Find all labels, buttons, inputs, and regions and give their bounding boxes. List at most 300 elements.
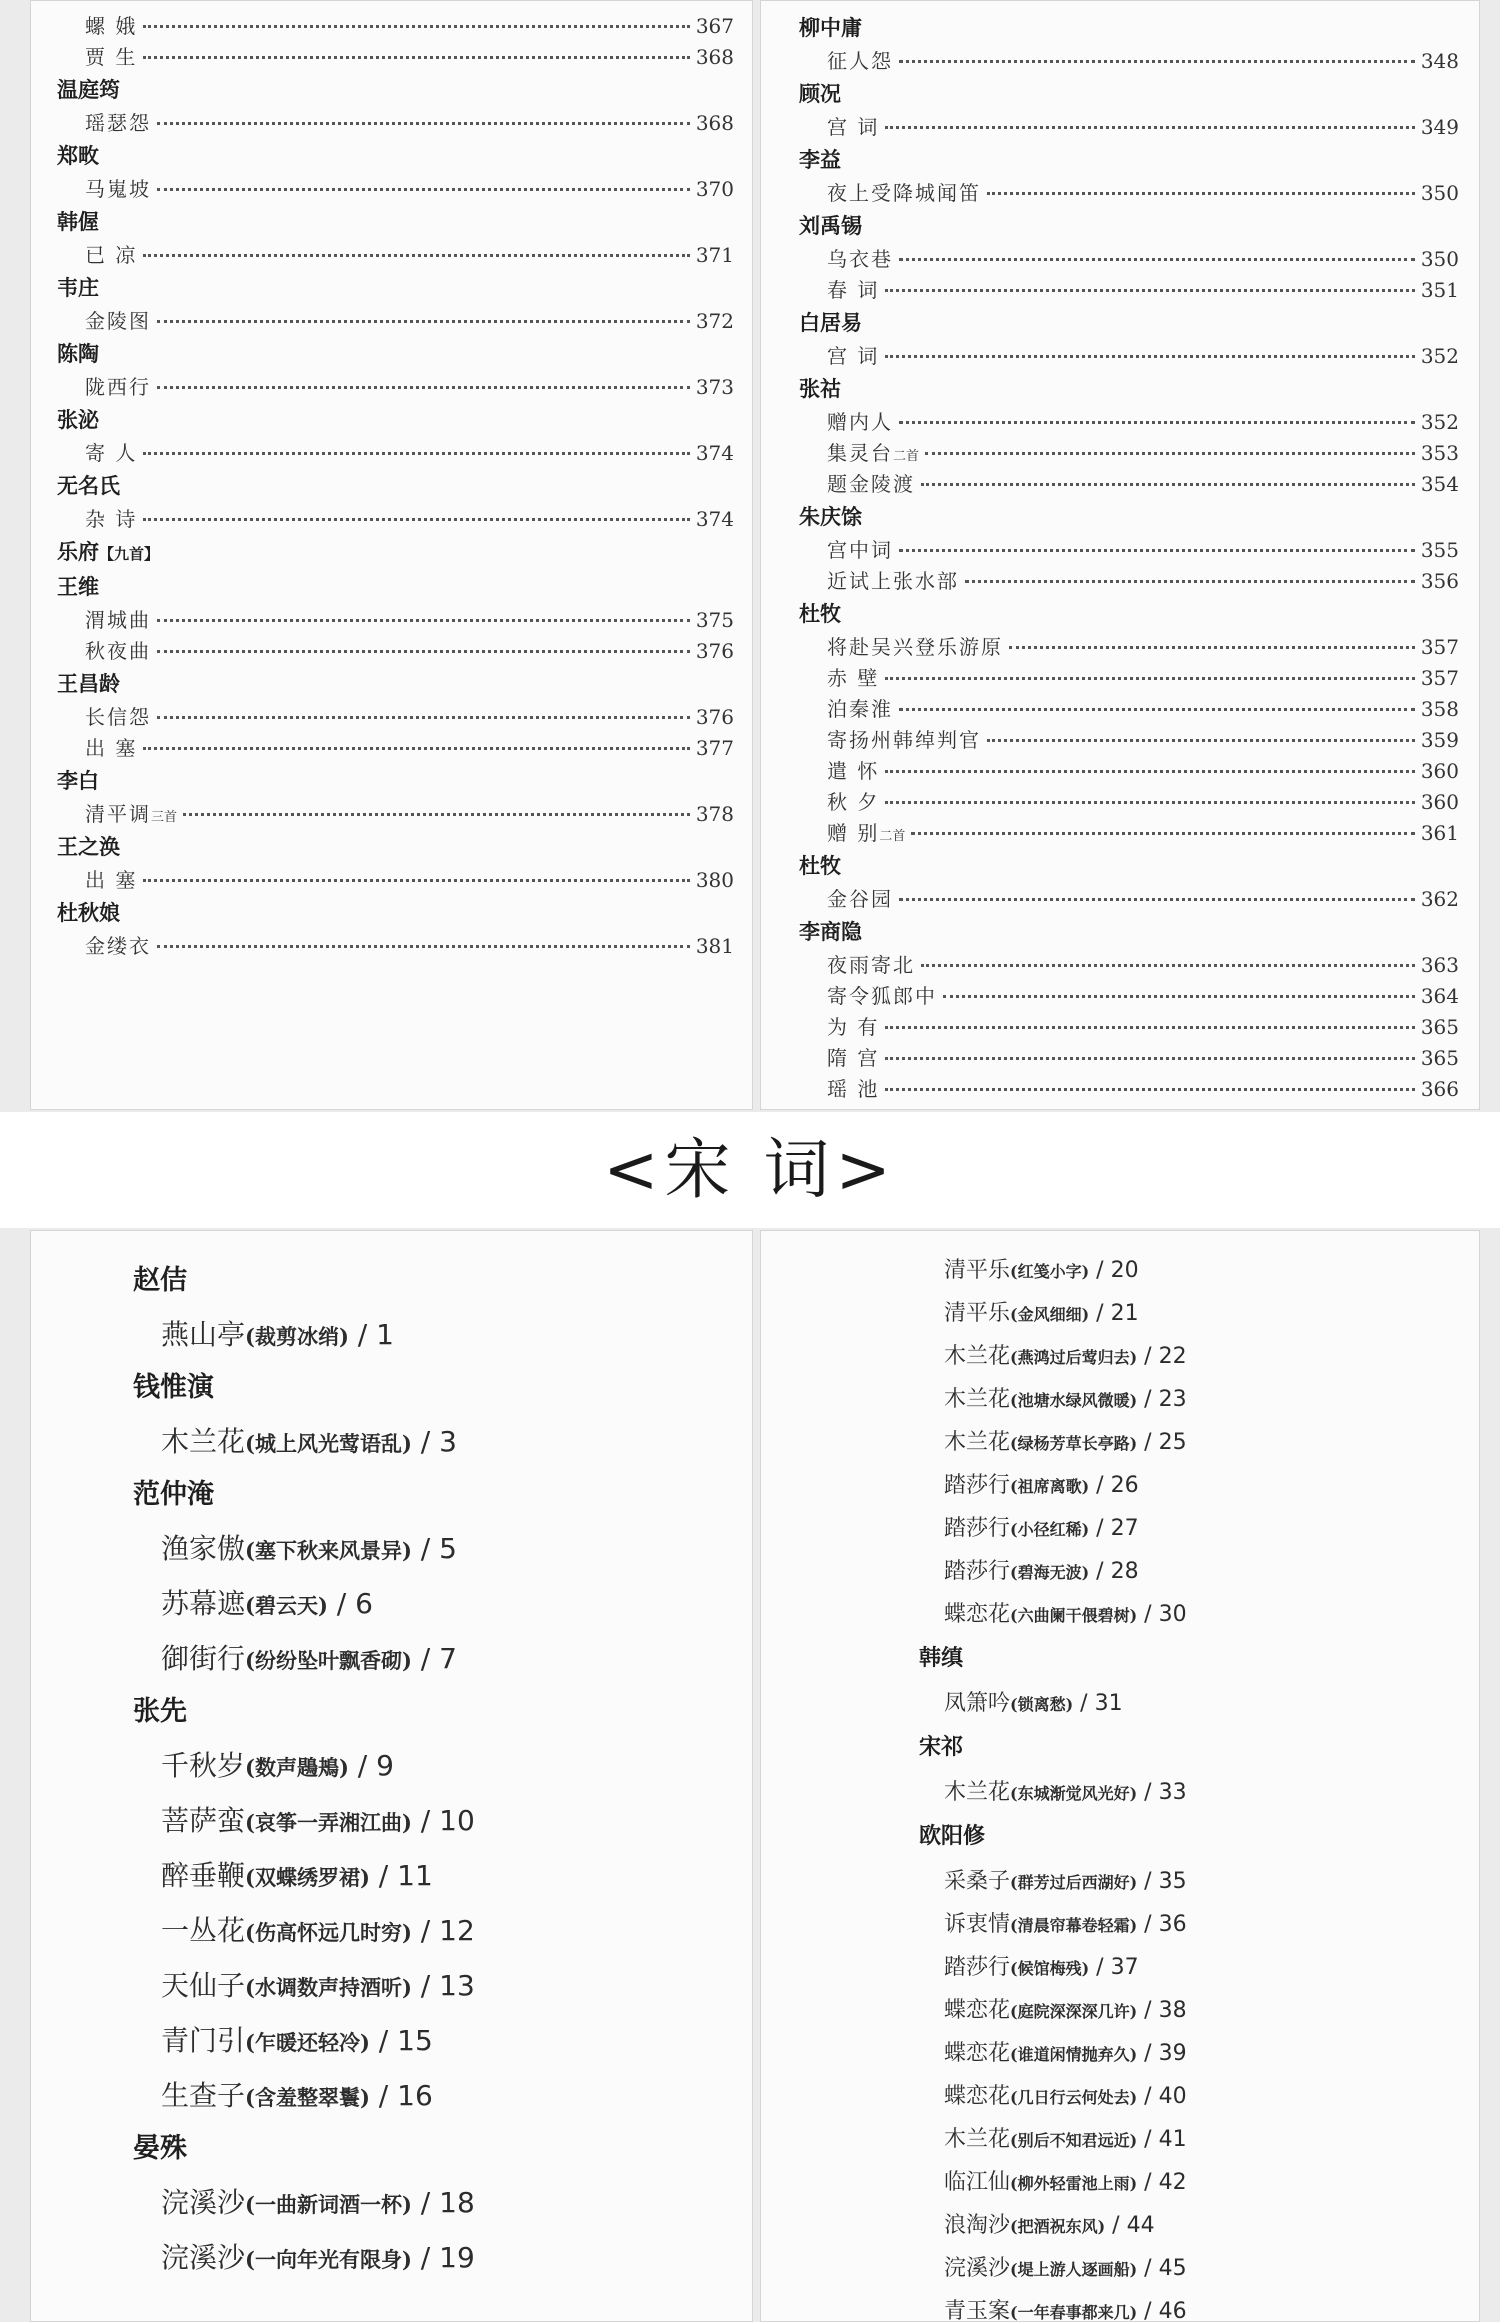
paren-close: ) — [1129, 2303, 1138, 2322]
paren-open: ( — [245, 1538, 255, 1563]
first-line: 水调数声持酒听 — [254, 1975, 402, 2000]
paren-close: ) — [1081, 1520, 1090, 1539]
author-heading — [57, 830, 734, 865]
page-number: 25 — [1158, 1430, 1187, 1455]
toc-entry — [57, 931, 734, 962]
dot-leader — [899, 549, 1415, 552]
page-number: 11 — [397, 1859, 433, 1892]
toc-entry — [799, 981, 1459, 1012]
first-line: 别后不知君远近 — [1017, 2131, 1130, 2150]
first-line: 群芳过后西湖好 — [1017, 1873, 1130, 1892]
paren-close: ) — [359, 2085, 370, 2110]
toc-entry — [57, 240, 734, 271]
poem-title: 近试上张水部 — [827, 569, 959, 593]
dot-leader — [143, 452, 689, 455]
paren-close: ) — [401, 2247, 412, 2272]
poem-title: 出 塞 — [85, 736, 138, 760]
toc-list — [761, 1231, 1479, 2322]
author-name: 杜秋娘 — [57, 901, 120, 925]
paren-open: ( — [1010, 1873, 1018, 1892]
page-number: 41 — [1158, 2127, 1187, 2152]
author-name: 陈陶 — [57, 342, 99, 366]
page-number: 365 — [1420, 1046, 1459, 1070]
author-heading: 宋祁 — [919, 1735, 964, 1760]
page-number: 33 — [1158, 1780, 1187, 1805]
paren-open: ( — [1010, 1391, 1018, 1410]
toc-entry — [799, 46, 1459, 77]
page-number: 373 — [695, 375, 734, 399]
paren-close: ) — [1081, 1262, 1090, 1281]
ci-tune-title: 醉垂鞭 — [161, 1859, 246, 1892]
separator: / — [1137, 1430, 1159, 1455]
paren-open: ( — [1010, 2303, 1018, 2322]
paren-open: ( — [1010, 1695, 1018, 1714]
page-number: 354 — [1420, 472, 1459, 496]
author-heading — [57, 896, 734, 931]
page-number: 46 — [1158, 2299, 1187, 2322]
separator: / — [411, 1642, 440, 1675]
dot-leader — [143, 25, 689, 28]
toc-entry — [57, 799, 734, 830]
author-name: 杜牧 — [799, 602, 841, 626]
dot-leader — [965, 580, 1415, 583]
separator: / — [1089, 1516, 1111, 1541]
tang-toc-right-page — [760, 0, 1480, 1110]
separator: / — [411, 1532, 440, 1565]
paren-open: ( — [1010, 1959, 1018, 1978]
first-line: 数声鶗鴂 — [254, 1755, 339, 1780]
separator: / — [1137, 1780, 1159, 1805]
page-number: 360 — [1420, 790, 1459, 814]
poem-title: 题金陵渡 — [827, 472, 915, 496]
ci-tune-title: 苏幕遮 — [161, 1587, 246, 1620]
paren-open: ( — [1010, 1784, 1018, 1803]
first-line: 裁剪冰绡 — [254, 1324, 339, 1349]
page-number: 15 — [397, 2024, 433, 2057]
paren-close: ) — [338, 1324, 349, 1349]
author-heading — [57, 535, 734, 570]
toc-entry — [799, 884, 1459, 915]
ci-tune-title: 生查子 — [161, 2079, 246, 2112]
author-name: 王之涣 — [57, 835, 120, 859]
first-line: 一年春事都来几 — [1017, 2303, 1130, 2322]
separator: / — [1137, 2084, 1159, 2109]
poem-title: 螺 娥 — [85, 14, 138, 38]
page-number: 9 — [376, 1749, 394, 1782]
author-heading — [57, 337, 734, 372]
paren-close: ) — [401, 1920, 412, 1945]
page-number: 349 — [1420, 115, 1459, 139]
poem-title: 已 凉 — [85, 243, 138, 267]
author-heading: 张先 — [133, 1696, 187, 1727]
toc-entry — [799, 1012, 1459, 1043]
toc-entry — [799, 275, 1459, 306]
paren-close: ) — [401, 2192, 412, 2217]
page-number: 351 — [1420, 278, 1459, 302]
poem-title: 赠 别 — [827, 821, 880, 845]
toc-entry — [799, 112, 1459, 143]
page-number: 367 — [695, 14, 734, 38]
paren-close: ) — [401, 1810, 412, 1835]
separator: / — [1073, 1691, 1095, 1716]
page-number: 366 — [1420, 1077, 1459, 1101]
separator: / — [411, 1804, 440, 1837]
author-name: 韩偓 — [57, 210, 99, 234]
page-number: 363 — [1420, 953, 1459, 977]
paren-close: ) — [317, 1593, 328, 1618]
song-toc-right-page — [760, 1230, 1480, 2322]
poem-title: 寄 人 — [85, 441, 138, 465]
paren-close: ) — [1129, 1873, 1138, 1892]
first-line: 金风细细 — [1017, 1305, 1082, 1324]
first-line: 碧海无波 — [1017, 1563, 1082, 1582]
dot-leader — [885, 126, 1414, 129]
author-name: 刘禹锡 — [799, 214, 862, 238]
toc-entry — [799, 1074, 1459, 1105]
dot-leader — [143, 56, 689, 59]
page-number: 374 — [695, 441, 734, 465]
author-name: 乐府 — [57, 540, 99, 564]
author-heading — [799, 11, 1459, 46]
toc-entry — [799, 950, 1459, 981]
paren-close: ) — [338, 1755, 349, 1780]
author-heading: 欧阳修 — [919, 1824, 986, 1849]
toc-entry — [799, 725, 1459, 756]
author-heading — [799, 849, 1459, 884]
ci-tune-title: 天仙子 — [161, 1969, 246, 2002]
paren-open: ( — [245, 2247, 255, 2272]
poem-title: 秋 夕 — [827, 790, 880, 814]
paren-close: ) — [1129, 2002, 1138, 2021]
poem-title: 宫 词 — [827, 115, 880, 139]
page-number: 36 — [1158, 1912, 1187, 1937]
separator: / — [411, 1914, 440, 1947]
paren-close: ) — [359, 2030, 370, 2055]
first-line: 谁道闲情抛弃久 — [1017, 2045, 1130, 2064]
page-number: 362 — [1420, 887, 1459, 911]
page-number: 372 — [695, 309, 734, 333]
dot-leader — [143, 747, 689, 750]
first-line: 六曲阑干偎碧树 — [1017, 1606, 1130, 1625]
paren-open: ( — [1010, 1606, 1018, 1625]
page-number: 353 — [1420, 441, 1459, 465]
paren-open: ( — [1010, 1262, 1018, 1281]
ci-tune-title: 蝶恋花 — [944, 1998, 1011, 2023]
toc-entry — [133, 1576, 752, 1631]
toc-entry — [799, 535, 1459, 566]
toc-entry — [944, 2290, 1479, 2322]
separator: / — [1089, 1301, 1111, 1326]
toc-entry — [944, 1550, 1479, 1593]
author-name: 郑畋 — [57, 144, 99, 168]
paren-open: ( — [245, 1324, 255, 1349]
author-heading — [799, 500, 1459, 535]
ci-tune-title: 浣溪沙 — [161, 2186, 246, 2219]
author-heading: 赵佶 — [133, 1265, 187, 1296]
paren-close: ) — [401, 1431, 412, 1456]
paren-close: ) — [1129, 2131, 1138, 2150]
toc-entry — [944, 1335, 1479, 1378]
page-number: 42 — [1158, 2170, 1187, 2195]
toc-entry — [133, 2175, 752, 2230]
ci-tune-title: 踏莎行 — [944, 1516, 1011, 1541]
first-line: 清晨帘幕卷轻霜 — [1017, 1916, 1130, 1935]
first-line: 柳外轻雷池上雨 — [1017, 2174, 1130, 2193]
author-name: 杜牧 — [799, 854, 841, 878]
ci-tune-title: 浪淘沙 — [944, 2213, 1011, 2238]
page-number: 381 — [695, 934, 734, 958]
toc-entry — [799, 244, 1459, 275]
dot-leader — [899, 60, 1415, 63]
toc-entry — [944, 1421, 1479, 1464]
tang-toc-left-page — [30, 0, 753, 1110]
ci-tune-title: 木兰花 — [944, 1430, 1011, 1455]
poem-title: 春 词 — [827, 278, 880, 302]
ci-tune-title: 踏莎行 — [944, 1559, 1011, 1584]
page-number: 45 — [1158, 2256, 1187, 2281]
dot-leader — [143, 518, 689, 521]
ci-tune-title: 清平乐 — [944, 1258, 1011, 1283]
first-line: 庭院深深深几许 — [1017, 2002, 1130, 2021]
dot-leader — [911, 832, 1414, 835]
toc-entry — [57, 174, 734, 205]
toc-entry — [944, 2247, 1479, 2290]
dot-leader — [899, 421, 1415, 424]
poem-title: 夜上受降城闻笛 — [827, 181, 981, 205]
separator: / — [411, 1969, 440, 2002]
poem-title: 赠内人 — [827, 410, 893, 434]
author-heading — [57, 667, 734, 702]
page-number: 3 — [439, 1425, 457, 1458]
toc-entry — [133, 1848, 752, 1903]
poem-title: 宫 词 — [827, 344, 880, 368]
toc-entry — [944, 1860, 1479, 1903]
toc-entry — [944, 1946, 1479, 1989]
dot-leader — [157, 188, 690, 191]
page-number: 26 — [1110, 1473, 1139, 1498]
dot-leader — [157, 386, 690, 389]
author-heading — [57, 271, 734, 306]
poem-title: 瑶瑟怨 — [85, 111, 151, 135]
page-number: 365 — [1420, 1015, 1459, 1039]
page-number: 380 — [695, 868, 734, 892]
page-number: 16 — [397, 2079, 433, 2112]
ci-tune-title: 凤箫吟 — [944, 1691, 1011, 1716]
separator: / — [1137, 1387, 1159, 1412]
dot-leader — [885, 801, 1414, 804]
poem-title: 秋夜曲 — [85, 639, 151, 663]
ci-tune-title: 蝶恋花 — [944, 1602, 1011, 1627]
first-line: 一曲新词酒一杯 — [254, 2192, 402, 2217]
toc-entry — [133, 1521, 752, 1576]
toc-entry — [57, 11, 734, 42]
toc-entry — [944, 1507, 1479, 1550]
first-line: 含羞整翠鬟 — [254, 2085, 360, 2110]
page-number: 28 — [1110, 1559, 1139, 1584]
paren-close: ) — [1129, 1784, 1138, 1803]
paren-open: ( — [245, 1648, 255, 1673]
dot-leader — [899, 898, 1415, 901]
paren-close: ) — [1129, 2045, 1138, 2064]
separator: / — [411, 2241, 440, 2274]
first-line: 乍暖还轻冷 — [254, 2030, 360, 2055]
poem-count-note: 二首 — [879, 829, 906, 844]
first-line: 几日行云何处去 — [1017, 2088, 1130, 2107]
toc-entry — [133, 2068, 752, 2123]
toc-entry — [57, 636, 734, 667]
dot-leader — [157, 320, 690, 323]
paren-close: ) — [401, 1648, 412, 1673]
toc-entry — [944, 1249, 1479, 1292]
dot-leader — [987, 739, 1415, 742]
page-number: 368 — [695, 111, 734, 135]
page-number: 23 — [1158, 1387, 1187, 1412]
paren-open: ( — [245, 1920, 255, 1945]
dot-leader — [925, 452, 1415, 455]
first-line: 把酒祝东风 — [1017, 2217, 1098, 2236]
author-name: 王昌龄 — [57, 672, 120, 696]
separator: / — [1137, 1602, 1159, 1627]
dot-leader — [943, 995, 1415, 998]
ci-tune-title: 一丛花 — [161, 1914, 246, 1947]
ci-tune-title: 千秋岁 — [161, 1749, 246, 1782]
separator: / — [1137, 1912, 1159, 1937]
ci-tune-title: 御街行 — [161, 1642, 246, 1675]
author-heading — [57, 139, 734, 174]
paren-open: ( — [1010, 1348, 1018, 1367]
page-number: 375 — [695, 608, 734, 632]
dot-leader — [143, 254, 689, 257]
page-number: 22 — [1158, 1344, 1187, 1369]
author-heading — [57, 570, 734, 605]
paren-close: ) — [401, 1975, 412, 2000]
toc-entry — [944, 2161, 1479, 2204]
separator: / — [1137, 1344, 1159, 1369]
toc-entry — [799, 566, 1459, 597]
ci-tune-title: 木兰花 — [944, 1387, 1011, 1412]
separator: / — [327, 1587, 356, 1620]
ci-tune-title: 菩萨蛮 — [161, 1804, 246, 1837]
toc-entry — [799, 469, 1459, 500]
page-number: 361 — [1420, 821, 1459, 845]
toc-entry — [57, 438, 734, 469]
author-name: 顾况 — [799, 82, 841, 106]
dot-leader — [885, 1057, 1414, 1060]
toc-entry — [944, 2075, 1479, 2118]
author-name: 韦庄 — [57, 276, 99, 300]
page-number: 27 — [1110, 1516, 1139, 1541]
toc-entry — [944, 1771, 1479, 1814]
paren-close: ) — [1081, 1305, 1090, 1324]
paren-close: ) — [359, 1865, 370, 1890]
toc-entry — [944, 1989, 1479, 2032]
author-heading — [799, 915, 1459, 950]
ci-tune-title: 诉衷情 — [944, 1912, 1011, 1937]
page-number: 5 — [439, 1532, 457, 1565]
separator: / — [1137, 2170, 1159, 2195]
paren-close: ) — [1065, 1695, 1074, 1714]
dot-leader — [899, 258, 1415, 261]
toc-entry — [799, 787, 1459, 818]
poem-title: 宫中词 — [827, 538, 893, 562]
first-line: 纷纷坠叶飘香砌 — [254, 1648, 402, 1673]
page-number: 368 — [695, 45, 734, 69]
paren-open: ( — [1010, 2131, 1018, 2150]
ci-tune-title: 青门引 — [161, 2024, 246, 2057]
dot-leader — [885, 355, 1414, 358]
page-number: 376 — [695, 705, 734, 729]
separator: / — [1137, 2127, 1159, 2152]
ci-tune-title: 踏莎行 — [944, 1955, 1011, 1980]
author-name: 张泌 — [57, 408, 99, 432]
author-name: 柳中庸 — [799, 16, 862, 40]
author-heading: 韩缜 — [919, 1646, 964, 1671]
page-number: 352 — [1420, 344, 1459, 368]
paren-open: ( — [1010, 1563, 1018, 1582]
page-number: 31 — [1094, 1691, 1123, 1716]
paren-close: ) — [1129, 2174, 1138, 2193]
separator: / — [1089, 1473, 1111, 1498]
toc-entry — [133, 1958, 752, 2013]
dot-leader — [921, 964, 1415, 967]
page-number: 360 — [1420, 759, 1459, 783]
dot-leader — [183, 813, 690, 816]
poem-title: 寄令狐郎中 — [827, 984, 937, 1008]
ci-tune-title: 木兰花 — [944, 1780, 1011, 1805]
ci-tune-title: 浣溪沙 — [161, 2241, 246, 2274]
dot-leader — [1009, 646, 1415, 649]
paren-close: ) — [1129, 1916, 1138, 1935]
poem-title: 将赴吴兴登乐游原 — [827, 635, 1003, 659]
poem-title: 乌衣巷 — [827, 247, 893, 271]
page-number: 20 — [1110, 1258, 1139, 1283]
separator: / — [348, 1318, 377, 1351]
page-number: 376 — [695, 639, 734, 663]
separator: / — [1089, 1258, 1111, 1283]
ci-tune-title: 青玉案 — [944, 2299, 1011, 2322]
paren-open: ( — [245, 1975, 255, 2000]
page-number: 44 — [1126, 2213, 1155, 2238]
ci-tune-title: 蝶恋花 — [944, 2041, 1011, 2066]
poem-title: 寄扬州韩绰判官 — [827, 728, 981, 752]
page-number: 355 — [1420, 538, 1459, 562]
first-line: 红笺小字 — [1017, 1262, 1082, 1281]
dot-leader — [885, 770, 1414, 773]
toc-entry — [944, 1378, 1479, 1421]
page-number: 13 — [439, 1969, 475, 2002]
paren-close: ) — [1129, 2260, 1138, 2279]
paren-close: ) — [1129, 2088, 1138, 2107]
ci-tune-title: 木兰花 — [161, 1425, 246, 1458]
paren-open: ( — [1010, 2260, 1018, 2279]
page-number: 1 — [376, 1318, 394, 1351]
separator: / — [1105, 2213, 1127, 2238]
author-heading — [57, 73, 734, 108]
separator: / — [369, 2079, 398, 2112]
poem-title: 陇西行 — [85, 375, 151, 399]
first-line: 池塘水绿风微暖 — [1017, 1391, 1130, 1410]
first-line: 一向年光有限身 — [254, 2247, 402, 2272]
poem-title: 瑶 池 — [827, 1077, 880, 1101]
poem-title: 贾 生 — [85, 45, 138, 69]
first-line: 绿杨芳草长亭路 — [1017, 1434, 1130, 1453]
poem-title: 隋 宫 — [827, 1046, 880, 1070]
page-number: 40 — [1158, 2084, 1187, 2109]
paren-open: ( — [1010, 2217, 1018, 2236]
separator: / — [1089, 1559, 1111, 1584]
toc-entry — [799, 756, 1459, 787]
page-number: 6 — [355, 1587, 373, 1620]
